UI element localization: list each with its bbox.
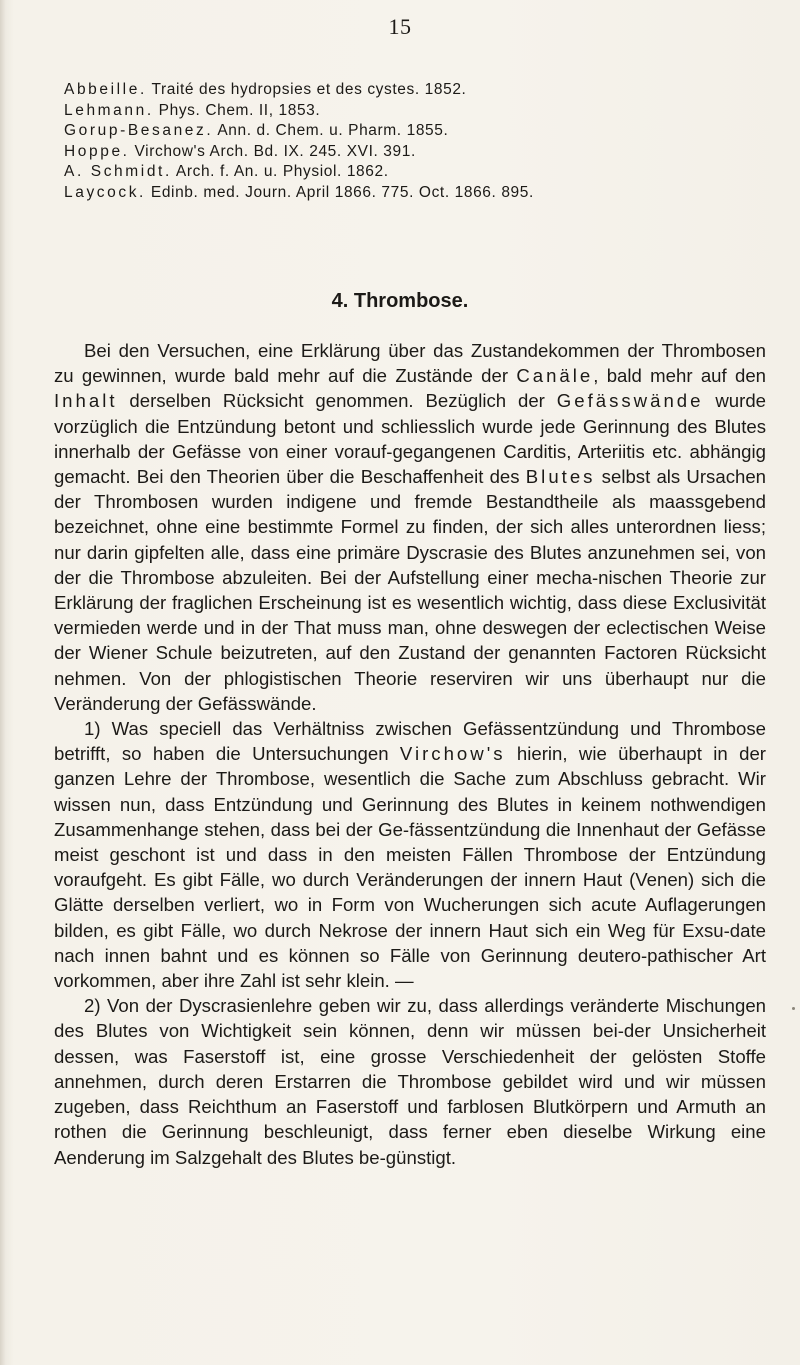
- emphasis-blutes: Blutes: [525, 466, 596, 488]
- reference-author: Lehmann.: [64, 101, 154, 119]
- reference-author: Gorup-Besanez.: [64, 122, 214, 140]
- reference-item: [64, 121, 764, 142]
- text-run: , bald mehr auf den: [593, 365, 766, 387]
- reference-detail: Traité des hydropsies et des cystes. 1852.: [146, 81, 467, 98]
- reference-item: [64, 183, 764, 204]
- emphasis-inhalt: Inhalt: [54, 390, 118, 412]
- paragraph-point-2: 2) Von der Dyscrasienlehre geben wir zu, dass allerdings veränderte Mischungen des Blutes von Wichtigkeit sein können, denn wir müssen bei-der Unsicherheit dessen, was Faserstoff ist, eine grosse Verschiedenheit der gelösten Stoffe annehmen, durch deren Erstarren die Thrombose gebildet wird und wir müssen zugeben, dass Reichthum an Faserstoff und farblosen Blutkörpern und Armuth an rothen die Gerinnung beschleunigt, dass ferner eben dieselbe Wirkung eine Aenderung im Salzgehalt des Blutes be-günstigt.: [54, 995, 766, 1168]
- reference-list: [64, 80, 764, 204]
- reference-author: Hoppe.: [64, 142, 130, 160]
- reference-detail: Edinb. med. Journ. April 1866. 775. Oct. 1866. 895.: [145, 183, 534, 201]
- text-run: wurde vorzüglich die Entzündung betont und schliesslich wurde jede Gerinnung des Blutes innerhalb der Gefässe von einer vorauf-gegangenen Carditis, Arteriitis etc. abhängig gemacht. Bei den Theorien über die Beschaffenheit des: [54, 390, 766, 488]
- text-run: 1) Was speciell das Verhältniss zwischen Gefässentzündung und Thrombose betrifft, so haben die Untersuchungen: [54, 718, 766, 765]
- reference-detail: Phys. Chem. II, 1853.: [153, 101, 321, 119]
- paragraph-intro: [54, 338, 766, 716]
- page-number: 15: [388, 14, 412, 39]
- reference-detail: Ann. d. Chem. u. Pharm. 1855.: [213, 122, 449, 140]
- reference-detail: Virchow's Arch. Bd. IX. 245. XVI. 391.: [129, 142, 416, 160]
- emphasis-virchow: Virchow's: [399, 743, 506, 765]
- reference-author: Abbeille.: [64, 81, 147, 98]
- reference-author: A. Schmidt.: [64, 163, 172, 181]
- paragraph-point-1: [54, 716, 766, 993]
- reference-item: [64, 142, 764, 163]
- page-binding-edge: [0, 0, 6, 1365]
- reference-author: Laycock.: [64, 183, 146, 201]
- emphasis-canaele: Canäle: [516, 365, 594, 387]
- reference-detail: Arch. f. An. u. Physiol. 1862.: [171, 163, 389, 181]
- text-run: derselben Rücksicht genommen. Bezüglich der: [117, 390, 557, 412]
- text-run: Bei den Versuchen, eine Erklärung über das Zustandekommen der Thrombosen zu gewinnen, wurde bald mehr auf die Zustände der: [54, 340, 766, 387]
- text-run: hierin, wie überhaupt in der ganzen Lehre der Thrombose, wesentlich die Sache zum Abschluss gebracht. Wir wissen nun, dass Entzündung und Gerinnung des Blutes in keinem nothwendigen Zusammenhange stehen, dass bei der Ge-fässentzündung die Innenhaut der Gefässe meist geschont ist und dass in den meisten Fällen Thrombose der Entzündung voraufgeht. Es gibt Fälle, wo durch Veränderungen der innern Haut (Venen) sich die Glätte derselben verliert, wo in Form von Wucherungen sich acute Auflagerungen bilden, es gibt Fälle, wo durch Nekrose der innern Haut sich ein Weg für Exsu-date nach innen bahnt und es können so Fälle von Gerinnung deutero-pathischer Art vorkommen, aber ihre Zahl ist sehr klein. —: [54, 743, 766, 992]
- text-run: selbst als Ursachen der Thrombosen wurden indigene und fremde Bestandtheile als maassgebend bezeichnet, ohne eine bestimmte Formel zu finden, der sich alles unterordnen liess; nur darin gipfelten alle, dass eine primäre Dyscrasie des Blutes anzunehmen sei, von der die Thrombose abzuleiten. Bei der Aufstellung einer mecha-nischen Theorie zur Erklärung der fraglichen Erscheinung ist es wesentlich wichtig, dass diese Exclusivität vermieden werde und in der That muss man, ohne deswegen der eclectischen Weise der Wiener Schule beizutreten, auf den Zustand der genannten Factoren Rücksicht nehmen. Von der phlogistischen Theorie reserviren wir uns überhaupt nur die Veränderung der Gefässwände.: [54, 466, 767, 714]
- body-text: [54, 338, 766, 1170]
- reference-item: [64, 162, 764, 183]
- paper-speck: [792, 1007, 795, 1010]
- section-heading: 4. Thrombose.: [331, 290, 469, 312]
- reference-item: [64, 101, 764, 122]
- reference-item: [64, 80, 764, 101]
- emphasis-gefaesswaende: Gefässwände: [556, 390, 704, 412]
